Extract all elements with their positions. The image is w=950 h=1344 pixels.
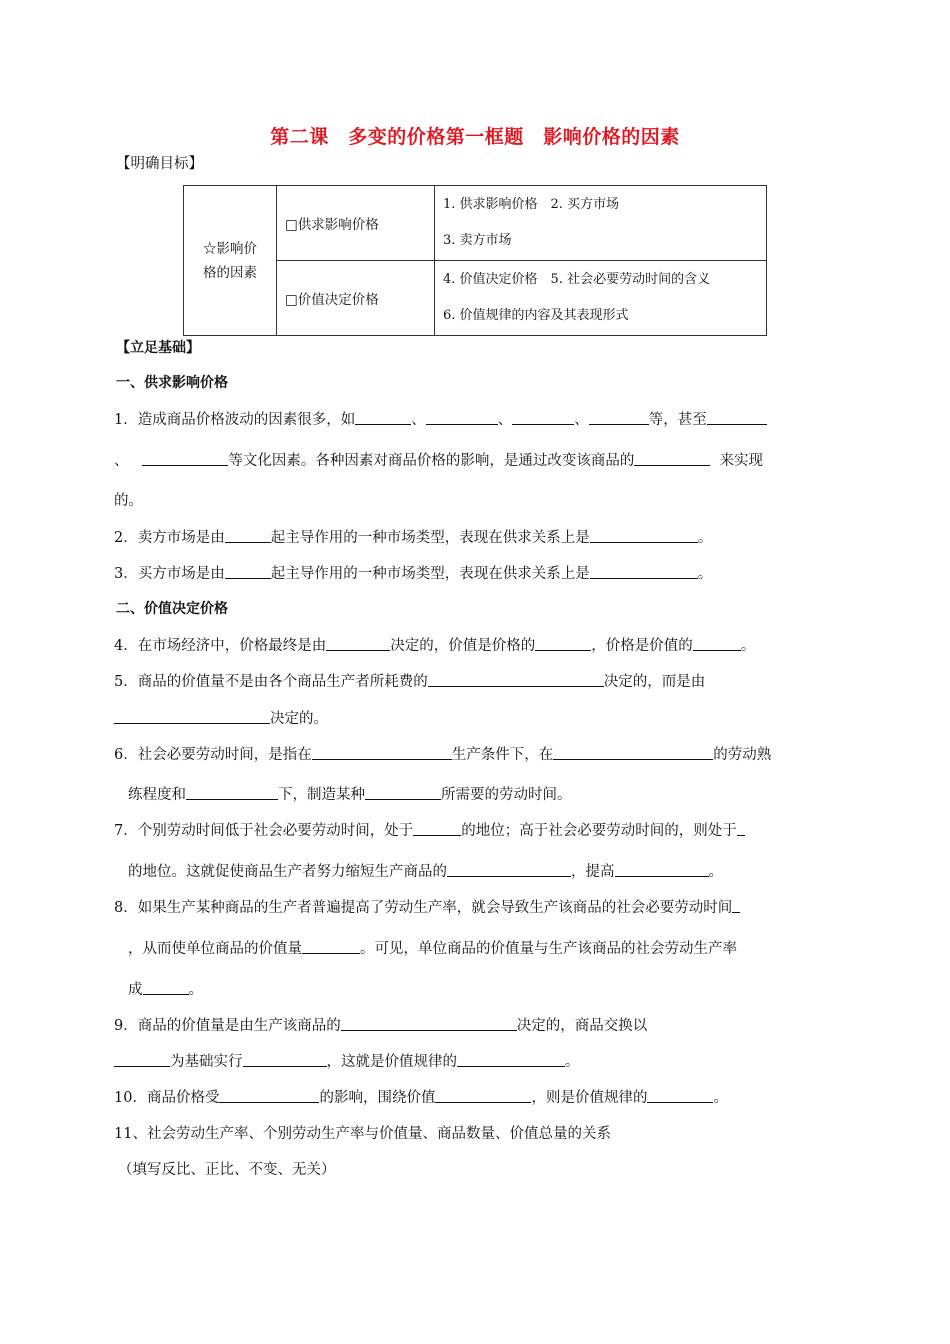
blank[interactable] [457, 1052, 565, 1067]
blank[interactable] [142, 451, 228, 466]
blank[interactable] [312, 745, 452, 760]
question-8-line-2: ，从而使单位商品的价值量 。可见，单位商品的价值量与生产该商品的社会劳动生产率 [128, 941, 737, 957]
question-7-line-1: 7．个别劳动时间低于社会必要劳动时间，处于 的地位；高于社会必要劳动时间的，则处于 [114, 819, 745, 840]
goals-heading: 【明确目标】 [116, 156, 203, 172]
question-10: 10．商品价格受 的影响，围绕价值 ，则是价值规律的 。 [114, 1090, 728, 1106]
question-8-line-3: 成 。 [128, 982, 203, 998]
blank[interactable] [143, 980, 189, 995]
question-3: 3．买方市场是由 起主导作用的一种市场类型，表现在供求关系上是 。 [114, 566, 713, 582]
goals-main-label-1: ☆影响价 [203, 240, 257, 257]
page-title: 第二课 多变的价格第一框题 影响价格的因素 [270, 126, 680, 148]
blank[interactable] [341, 1016, 517, 1031]
question-8-line-1: 8．如果生产某种商品的生产者普遍提高了劳动生产率，就会导致生产该商品的社会必要劳动时间 [114, 896, 740, 917]
blank[interactable] [435, 1088, 531, 1103]
goals-row-1-label: □供求影响价格 [277, 186, 435, 261]
goals-row-1-items [435, 186, 767, 261]
basics-heading: 【立足基础】 [116, 340, 200, 356]
blank[interactable] [114, 1052, 170, 1067]
question-6-line-2: 练程度和 下，制造某种 所需要的劳动时间。 [128, 787, 572, 803]
blank[interactable] [553, 745, 713, 760]
question-1-line-2: 、 等文化因素。各种因素对商品价格的影响，是通过改变该商品的 来实现 [114, 453, 764, 469]
blank[interactable] [589, 410, 649, 425]
blank[interactable] [426, 410, 498, 425]
goals-main-label-2: 格的因素 [203, 264, 257, 281]
blank[interactable] [590, 564, 698, 579]
blank[interactable] [732, 898, 740, 913]
blank[interactable] [615, 862, 709, 877]
question-11-hint: （填写反比、正比、不变、无关） [118, 1162, 336, 1178]
blank[interactable] [535, 636, 591, 651]
goals-row-1-item-1: 1. 供求影响价格 2. 买方市场 [443, 197, 620, 212]
question-5-line-2: 决定的。 [114, 707, 328, 728]
question-2: 2．卖方市场是由 起主导作用的一种市场类型，表现在供求关系上是 。 [114, 530, 713, 546]
goals-table [183, 185, 767, 336]
section-heading-value-price: 二、价值决定价格 [116, 601, 228, 617]
blank[interactable] [225, 528, 271, 543]
blank[interactable] [647, 1088, 713, 1103]
blank[interactable] [243, 1052, 327, 1067]
question-5-line-1: 5．商品的价值量不是由各个商品生产者所耗费的 决定的，而是由 [114, 674, 706, 690]
question-1-line-1: 1．造成商品价格波动的因素很多，如 、 、 、 等，甚至 [114, 408, 767, 429]
question-1-line-3: 的。 [114, 493, 143, 509]
blank[interactable] [512, 410, 574, 425]
question-6-line-1: 6．社会必要劳动时间，是指在 生产条件下，在 的劳动熟 [114, 747, 772, 763]
blank[interactable] [707, 410, 767, 425]
blank[interactable] [634, 451, 710, 466]
question-11: 11、社会劳动生产率、个别劳动生产率与价值量、商品数量、价值总量的关系 [114, 1126, 611, 1142]
blank[interactable] [355, 410, 411, 425]
blank[interactable] [114, 709, 270, 724]
question-4: 4．在市场经济中，价格最终是由 决定的，价值是价格的 ，价格是价值的 。 [114, 638, 756, 654]
goals-main-cell [184, 186, 277, 336]
goals-row-1-item-2: 3. 卖方市场 [443, 233, 512, 248]
blank[interactable] [737, 821, 745, 836]
blank[interactable] [302, 939, 360, 954]
goals-row-2-items [435, 261, 767, 336]
blank[interactable] [413, 821, 461, 836]
goals-row-2-item-1: 4. 价值决定价格 5. 社会必要劳动时间的含义 [443, 272, 711, 287]
blank[interactable] [447, 862, 571, 877]
blank[interactable] [186, 785, 278, 800]
blank[interactable] [428, 672, 604, 687]
goals-row-2-item-2: 6. 价值规律的内容及其表现形式 [443, 308, 629, 323]
question-7-line-2: 的地位。这就促使商品生产者努力缩短生产商品的 ，提高 。 [128, 864, 723, 880]
blank[interactable] [219, 1088, 319, 1103]
blank[interactable] [225, 564, 271, 579]
blank[interactable] [693, 636, 741, 651]
blank[interactable] [326, 636, 390, 651]
goals-row-2-label: □价值决定价格 [277, 261, 435, 336]
blank[interactable] [590, 528, 698, 543]
section-heading-supply-demand: 一、供求影响价格 [116, 375, 228, 391]
question-9-line-2: 为基础实行 ，这就是价值规律的 。 [114, 1050, 580, 1071]
blank[interactable] [365, 785, 441, 800]
question-9-line-1: 9．商品的价值量是由生产该商品的 决定的，商品交换以 [114, 1018, 648, 1034]
